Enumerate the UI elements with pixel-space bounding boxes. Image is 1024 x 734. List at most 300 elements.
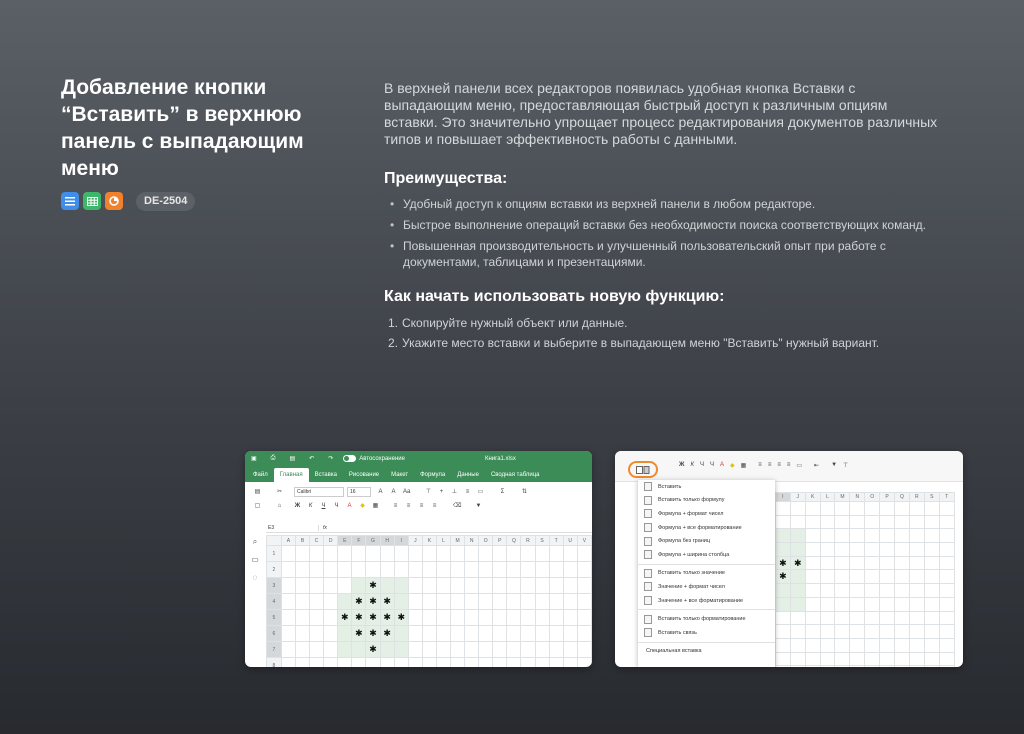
cell[interactable]	[820, 570, 835, 584]
cell[interactable]	[366, 562, 380, 578]
cell[interactable]	[324, 610, 338, 626]
menu-item-formula-number-format[interactable]	[638, 507, 775, 521]
cell[interactable]	[493, 562, 507, 578]
tab-draw[interactable]: Рисование	[348, 472, 380, 478]
row-header[interactable]: 4	[267, 594, 282, 610]
cell[interactable]	[436, 562, 450, 578]
cell[interactable]	[895, 638, 910, 652]
cell[interactable]	[895, 597, 910, 611]
cell[interactable]	[436, 626, 450, 642]
cell[interactable]	[507, 594, 521, 610]
cell[interactable]	[380, 546, 394, 562]
cell[interactable]	[549, 610, 563, 626]
column-header[interactable]: R	[521, 536, 535, 546]
cell[interactable]	[835, 570, 850, 584]
cell[interactable]	[805, 625, 820, 639]
cell[interactable]	[493, 578, 507, 594]
cell[interactable]	[479, 546, 493, 562]
preview-icon[interactable]: ▤	[289, 456, 296, 462]
cell[interactable]	[924, 515, 939, 529]
cell[interactable]	[775, 652, 790, 666]
cell[interactable]	[895, 529, 910, 543]
menu-item-formatting-only[interactable]	[638, 612, 775, 626]
cell[interactable]	[295, 546, 309, 562]
cell[interactable]	[895, 515, 910, 529]
cell[interactable]	[939, 625, 954, 639]
cell[interactable]	[775, 625, 790, 639]
cell[interactable]	[820, 529, 835, 543]
align-right-icon[interactable]: ≡	[777, 462, 781, 468]
cell[interactable]	[281, 562, 295, 578]
cell[interactable]	[939, 502, 954, 516]
column-header[interactable]: N	[850, 493, 865, 502]
cell[interactable]	[775, 597, 790, 611]
cell[interactable]	[324, 562, 338, 578]
cell[interactable]	[521, 658, 535, 668]
cell[interactable]	[880, 638, 895, 652]
cell[interactable]	[436, 642, 450, 658]
cell[interactable]	[775, 666, 790, 667]
cell[interactable]	[394, 658, 408, 668]
column-header[interactable]: J	[408, 536, 422, 546]
cell[interactable]	[394, 562, 408, 578]
cell[interactable]	[549, 594, 563, 610]
cell[interactable]	[850, 611, 865, 625]
cell[interactable]	[850, 584, 865, 598]
menu-item-formula-all-formatting[interactable]	[638, 521, 775, 535]
cell[interactable]: ✱	[352, 626, 366, 642]
cell[interactable]	[281, 578, 295, 594]
cell[interactable]	[436, 546, 450, 562]
cell[interactable]	[563, 546, 577, 562]
cell[interactable]	[338, 546, 352, 562]
search-icon[interactable]: ⌕	[252, 537, 258, 546]
cell[interactable]	[835, 502, 850, 516]
cell[interactable]	[408, 626, 422, 642]
cell[interactable]	[924, 666, 939, 667]
cell[interactable]	[338, 594, 352, 610]
cell[interactable]	[790, 515, 805, 529]
cell[interactable]	[535, 626, 549, 642]
print-icon[interactable]: ⎙	[270, 455, 276, 461]
column-header[interactable]: B	[295, 536, 309, 546]
cell[interactable]	[338, 642, 352, 658]
cell[interactable]	[850, 652, 865, 666]
column-header[interactable]: G	[366, 536, 380, 546]
cell[interactable]	[465, 626, 479, 642]
cell[interactable]: ✱	[366, 594, 380, 610]
cell[interactable]	[775, 543, 790, 557]
cell[interactable]	[549, 546, 563, 562]
align-bottom-icon[interactable]: ⊥	[451, 488, 458, 495]
cell[interactable]	[865, 597, 880, 611]
cell[interactable]	[451, 578, 465, 594]
cell[interactable]	[507, 610, 521, 626]
bold-icon[interactable]: Ж	[679, 462, 685, 468]
cell[interactable]	[295, 610, 309, 626]
cell[interactable]	[835, 584, 850, 598]
column-header[interactable]: Q	[895, 493, 910, 502]
cell[interactable]	[295, 658, 309, 668]
cell[interactable]	[577, 594, 591, 610]
cell[interactable]	[521, 562, 535, 578]
cell[interactable]	[408, 642, 422, 658]
cell[interactable]	[549, 642, 563, 658]
cell[interactable]	[451, 594, 465, 610]
cell[interactable]	[924, 611, 939, 625]
cell[interactable]	[820, 625, 835, 639]
column-header[interactable]: V	[577, 536, 591, 546]
cell[interactable]	[352, 642, 366, 658]
cell[interactable]	[310, 626, 324, 642]
cell[interactable]: ✱	[366, 610, 380, 626]
cell[interactable]	[352, 546, 366, 562]
cell[interactable]	[939, 638, 954, 652]
cell[interactable]	[281, 594, 295, 610]
cell[interactable]	[805, 570, 820, 584]
column-header[interactable]: L	[820, 493, 835, 502]
cell[interactable]	[805, 611, 820, 625]
cell[interactable]	[549, 562, 563, 578]
menu-item-value-all-formatting[interactable]	[638, 594, 775, 608]
tab-pivot-table[interactable]: Сводная таблица	[490, 472, 540, 478]
cell[interactable]	[850, 515, 865, 529]
cell[interactable]	[880, 611, 895, 625]
column-header[interactable]: S	[924, 493, 939, 502]
cell[interactable]	[493, 594, 507, 610]
cell[interactable]	[924, 529, 939, 543]
cell[interactable]	[909, 543, 924, 557]
cell[interactable]	[805, 652, 820, 666]
cell[interactable]	[775, 502, 790, 516]
cell[interactable]	[909, 556, 924, 570]
cell[interactable]	[880, 515, 895, 529]
cell[interactable]	[549, 578, 563, 594]
cell[interactable]	[924, 543, 939, 557]
cell[interactable]: ✱	[366, 578, 380, 594]
cell[interactable]	[451, 642, 465, 658]
cell[interactable]	[895, 556, 910, 570]
cell[interactable]	[850, 666, 865, 667]
align-left-icon[interactable]: ≡	[758, 462, 762, 468]
column-header[interactable]: J	[790, 493, 805, 502]
cell[interactable]	[295, 578, 309, 594]
cell[interactable]	[493, 642, 507, 658]
cell[interactable]	[408, 610, 422, 626]
cell[interactable]	[865, 611, 880, 625]
cell[interactable]	[909, 529, 924, 543]
cell[interactable]	[436, 578, 450, 594]
fill-color-icon[interactable]: ◆	[360, 502, 365, 509]
cell[interactable]	[865, 515, 880, 529]
cell[interactable]: ✱	[775, 570, 790, 584]
borders-icon[interactable]: ▦	[372, 502, 379, 509]
cell[interactable]	[820, 666, 835, 667]
cell[interactable]	[408, 658, 422, 668]
cell[interactable]	[338, 578, 352, 594]
cell[interactable]: ✱	[366, 642, 380, 658]
cell[interactable]	[865, 570, 880, 584]
cell[interactable]	[790, 529, 805, 543]
column-header[interactable]: L	[436, 536, 450, 546]
cell[interactable]	[563, 626, 577, 642]
cell[interactable]	[880, 597, 895, 611]
cell[interactable]	[924, 556, 939, 570]
cell[interactable]	[535, 658, 549, 668]
tab-home[interactable]: Главная	[274, 468, 309, 482]
cut-icon[interactable]: ✂	[276, 488, 283, 495]
cell[interactable]	[408, 594, 422, 610]
cell[interactable]	[535, 546, 549, 562]
cell[interactable]	[850, 625, 865, 639]
cell[interactable]: ✱	[352, 594, 366, 610]
cell[interactable]	[479, 626, 493, 642]
font-size-select[interactable]: 16	[347, 487, 371, 497]
cell[interactable]	[820, 597, 835, 611]
cell[interactable]	[295, 642, 309, 658]
tab-file[interactable]: Файл	[253, 472, 268, 478]
row-header[interactable]: 7	[267, 642, 282, 658]
cell[interactable]	[465, 578, 479, 594]
cell[interactable]	[465, 658, 479, 668]
cell[interactable]	[835, 611, 850, 625]
column-header[interactable]: T	[939, 493, 954, 502]
cell[interactable]	[850, 570, 865, 584]
cell[interactable]	[563, 658, 577, 668]
cell[interactable]	[865, 652, 880, 666]
align-left-icon[interactable]: ≡	[393, 502, 398, 509]
cell[interactable]	[820, 652, 835, 666]
cell[interactable]	[895, 611, 910, 625]
cell[interactable]: ✱	[338, 610, 352, 626]
cell[interactable]	[820, 556, 835, 570]
sort-icon[interactable]: ⇅	[521, 488, 528, 495]
menu-item-formula-no-borders[interactable]	[638, 534, 775, 548]
cell[interactable]	[805, 638, 820, 652]
cell[interactable]	[380, 658, 394, 668]
cell[interactable]	[820, 611, 835, 625]
cell[interactable]	[850, 543, 865, 557]
cell[interactable]	[422, 578, 436, 594]
align-middle-icon[interactable]: +	[439, 488, 444, 495]
cell[interactable]	[909, 611, 924, 625]
cell[interactable]	[366, 546, 380, 562]
row-header[interactable]: 2	[267, 562, 282, 578]
cell[interactable]	[507, 562, 521, 578]
cell[interactable]	[924, 652, 939, 666]
cell[interactable]	[939, 515, 954, 529]
strikethrough-icon[interactable]: Ч	[334, 502, 339, 509]
cell[interactable]	[805, 502, 820, 516]
menu-item-formula-column-width[interactable]	[638, 548, 775, 562]
redo-icon[interactable]: ↷	[328, 456, 334, 462]
column-header[interactable]: U	[563, 536, 577, 546]
italic-icon[interactable]: К	[308, 502, 313, 509]
cell[interactable]	[380, 562, 394, 578]
column-header[interactable]: H	[380, 536, 394, 546]
merge-icon[interactable]: ▭	[796, 463, 803, 469]
cell[interactable]	[790, 584, 805, 598]
cell[interactable]	[820, 515, 835, 529]
cell[interactable]	[880, 666, 895, 667]
cell[interactable]	[775, 638, 790, 652]
cell[interactable]	[352, 562, 366, 578]
cell[interactable]	[577, 626, 591, 642]
cell[interactable]	[880, 556, 895, 570]
cell[interactable]	[507, 546, 521, 562]
menu-item-paste-link[interactable]	[638, 626, 775, 640]
change-case-icon[interactable]: Aa	[403, 488, 411, 495]
cell[interactable]	[805, 543, 820, 557]
cell[interactable]	[422, 610, 436, 626]
cell[interactable]	[295, 594, 309, 610]
cell[interactable]	[310, 610, 324, 626]
strikethrough-icon[interactable]: Ч	[709, 462, 714, 468]
cell[interactable]	[577, 610, 591, 626]
column-header[interactable]: N	[465, 536, 479, 546]
cell[interactable]	[790, 638, 805, 652]
column-header[interactable]: Q	[507, 536, 521, 546]
column-header[interactable]: K	[422, 536, 436, 546]
cell[interactable]	[422, 594, 436, 610]
font-grow-icon[interactable]: A	[378, 488, 383, 495]
cell[interactable]	[895, 584, 910, 598]
cell[interactable]	[850, 502, 865, 516]
cell[interactable]	[479, 562, 493, 578]
cell[interactable]	[465, 642, 479, 658]
spreadsheet-grid[interactable]	[760, 492, 955, 667]
indent-icon[interactable]: ⇤	[814, 463, 820, 469]
cell[interactable]	[577, 546, 591, 562]
cell[interactable]	[324, 594, 338, 610]
cell[interactable]	[775, 584, 790, 598]
cell[interactable]: ✱	[380, 626, 394, 642]
cell[interactable]	[451, 562, 465, 578]
borders-icon[interactable]: ▦	[740, 463, 747, 469]
column-header[interactable]: S	[535, 536, 549, 546]
cell[interactable]	[507, 578, 521, 594]
align-center-icon[interactable]: ≡	[767, 462, 772, 468]
justify-icon[interactable]: ≡	[432, 502, 437, 509]
column-header[interactable]: P	[880, 493, 895, 502]
cell[interactable]	[465, 546, 479, 562]
cell[interactable]	[939, 652, 954, 666]
filter-icon[interactable]: ▼	[831, 462, 838, 468]
cell[interactable]	[835, 625, 850, 639]
cell[interactable]	[820, 638, 835, 652]
cell[interactable]	[324, 642, 338, 658]
cell[interactable]: ✱	[366, 626, 380, 642]
cell[interactable]	[451, 626, 465, 642]
cell[interactable]	[507, 642, 521, 658]
cell[interactable]	[465, 594, 479, 610]
cell[interactable]	[790, 611, 805, 625]
cell[interactable]	[924, 638, 939, 652]
cell[interactable]	[895, 570, 910, 584]
cell[interactable]	[865, 666, 880, 667]
cell[interactable]	[310, 546, 324, 562]
cell[interactable]	[479, 658, 493, 668]
cell[interactable]: ✱	[775, 556, 790, 570]
select-all-corner[interactable]	[267, 536, 282, 546]
tab-data[interactable]: Данные	[457, 472, 479, 478]
align-center-icon[interactable]: ≡	[406, 502, 411, 509]
cell[interactable]	[394, 578, 408, 594]
tab-formula[interactable]: Формула	[420, 472, 446, 478]
column-header[interactable]: M	[451, 536, 465, 546]
cell[interactable]	[909, 597, 924, 611]
cell[interactable]	[865, 584, 880, 598]
cell[interactable]	[493, 546, 507, 562]
cell[interactable]	[909, 652, 924, 666]
cell[interactable]	[465, 610, 479, 626]
cell[interactable]	[835, 543, 850, 557]
cell[interactable]	[310, 594, 324, 610]
cell[interactable]	[408, 562, 422, 578]
cell[interactable]	[790, 502, 805, 516]
cell[interactable]	[939, 597, 954, 611]
undo-icon[interactable]: ↶	[309, 456, 315, 462]
cell[interactable]	[895, 666, 910, 667]
cell[interactable]	[939, 570, 954, 584]
cell[interactable]	[805, 666, 820, 667]
cell[interactable]	[310, 658, 324, 668]
font-color-icon[interactable]: A	[719, 462, 724, 468]
cell[interactable]	[380, 642, 394, 658]
cell[interactable]	[924, 584, 939, 598]
cell[interactable]	[924, 570, 939, 584]
column-header[interactable]: P	[493, 536, 507, 546]
cell[interactable]	[535, 562, 549, 578]
cell[interactable]: ✱	[352, 610, 366, 626]
paste-icon[interactable]: ▤	[254, 488, 261, 495]
cell[interactable]	[507, 658, 521, 668]
cell[interactable]	[790, 543, 805, 557]
cell[interactable]	[939, 611, 954, 625]
cell[interactable]	[549, 626, 563, 642]
cell[interactable]	[835, 556, 850, 570]
cell[interactable]	[521, 546, 535, 562]
italic-icon[interactable]: К	[690, 462, 694, 468]
cell[interactable]	[790, 652, 805, 666]
cell[interactable]	[909, 515, 924, 529]
cell[interactable]: ✱	[394, 610, 408, 626]
cell[interactable]	[909, 502, 924, 516]
cell[interactable]	[924, 597, 939, 611]
cell[interactable]	[835, 666, 850, 667]
cell[interactable]	[521, 642, 535, 658]
cell[interactable]	[521, 626, 535, 642]
cell[interactable]	[295, 562, 309, 578]
cell[interactable]	[775, 529, 790, 543]
cell[interactable]	[939, 584, 954, 598]
cell[interactable]	[880, 625, 895, 639]
cell[interactable]	[281, 546, 295, 562]
cell[interactable]	[394, 546, 408, 562]
cell[interactable]	[865, 502, 880, 516]
cell[interactable]	[436, 594, 450, 610]
cell[interactable]	[295, 626, 309, 642]
cell[interactable]	[880, 584, 895, 598]
font-color-icon[interactable]: A	[347, 502, 352, 509]
cell[interactable]	[805, 529, 820, 543]
column-header[interactable]: C	[310, 536, 324, 546]
spreadsheet-grid[interactable]	[266, 535, 592, 667]
row-header[interactable]: 6	[267, 626, 282, 642]
cell[interactable]	[775, 515, 790, 529]
cell[interactable]	[865, 625, 880, 639]
cell[interactable]	[338, 626, 352, 642]
